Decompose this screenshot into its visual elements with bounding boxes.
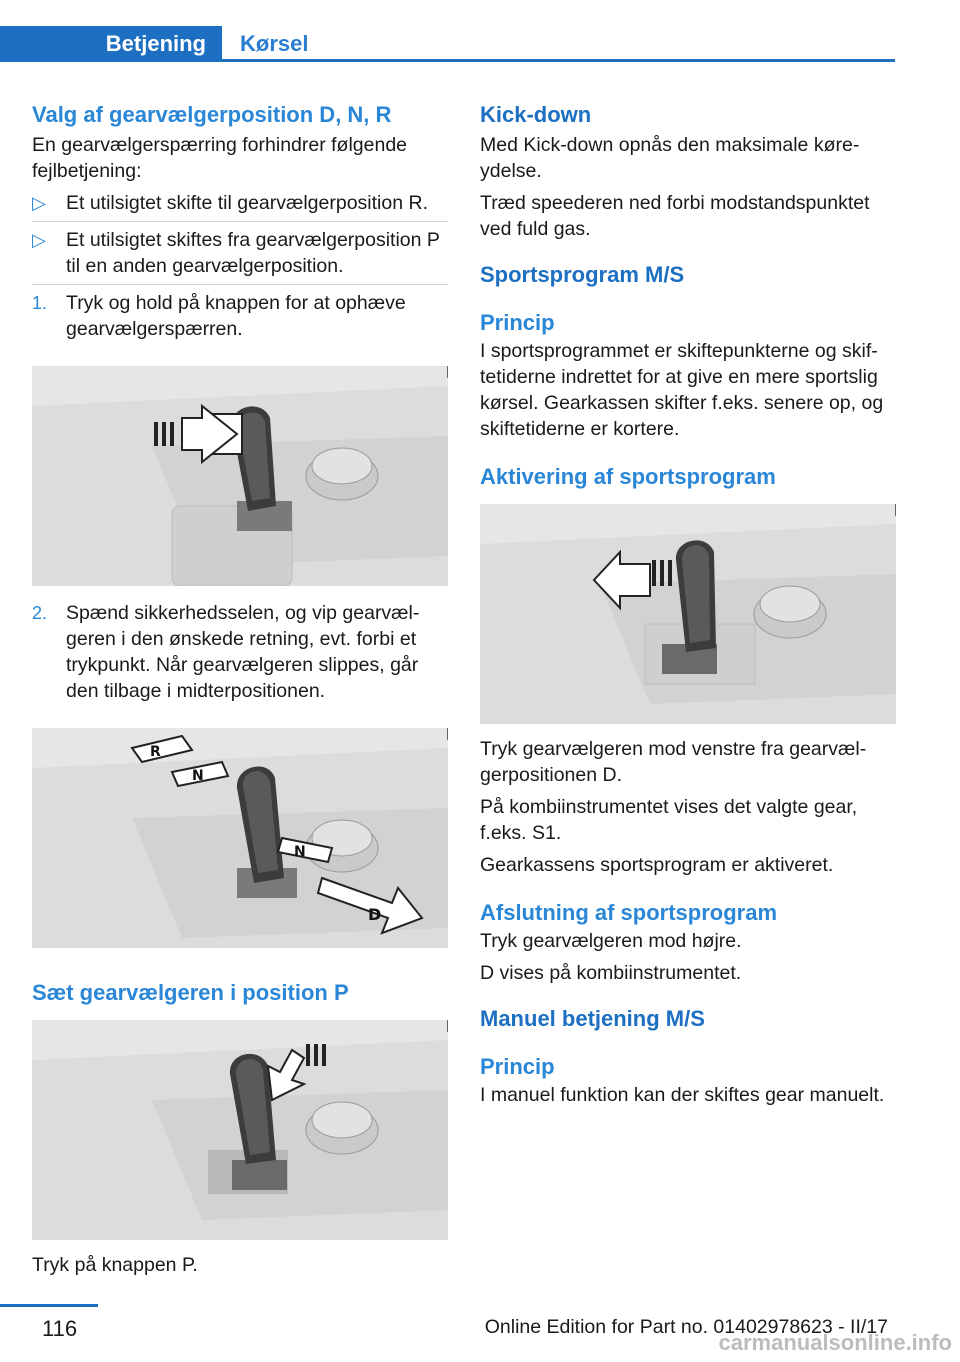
step-list-2: [32, 600, 448, 704]
triangle-right-icon: ▷: [32, 230, 46, 250]
bullet-list: [32, 190, 448, 342]
tab-underline: [222, 59, 895, 62]
end-text-1: Tryk gearvælgeren mod højre.: [480, 930, 742, 952]
label-r: R: [150, 744, 161, 760]
right-column: [480, 100, 896, 1108]
heading-dnr: Valg af gearvælgerposition D, N, R: [32, 102, 392, 127]
step-number: 2.: [32, 603, 48, 623]
button-p-illustration: [32, 1020, 448, 1240]
list-item: [32, 190, 448, 216]
end-text-2: D vises på kombiinstrumentet.: [480, 962, 742, 984]
kickdown-text-2: Træd speederen ned forbi modstandspunktet ved fuld gas.: [480, 192, 870, 240]
label-n-top: N: [192, 768, 204, 784]
tab-korsel[interactable]: Kørsel: [240, 31, 309, 56]
list-item: [32, 227, 448, 279]
press-p-text: Tryk på knappen P.: [32, 1254, 198, 1276]
step-text: Tryk og hold på knappen for at ophæve gearvælgerspærren.: [66, 292, 406, 340]
step-number: 1.: [32, 293, 48, 313]
gear-selector-illustration: [32, 366, 448, 586]
activate-text-3: Gearkassens sportsprogram er aktiveret.: [480, 854, 834, 876]
heading-kickdown: Kick-down: [480, 102, 592, 127]
heading-activation: Aktivering af sportsprogram: [480, 464, 776, 489]
step-1: [32, 290, 448, 342]
step-2: [32, 600, 448, 704]
step-text: Spænd sikkerhedsselen, og vip gearvælgeren i den ønskede retning, evt. forbi et trykpunkt. Når gearvælgeren slippes, går den tilbage i midterpositionen.: [66, 602, 420, 702]
heading-princip-1: Princip: [480, 310, 555, 335]
intro-text: En gearvælgerspærring forhindrer følgende fejlbetjening:: [32, 134, 408, 182]
figure-gear-directions: [32, 728, 448, 948]
sport-activate-illustration: [480, 504, 896, 724]
page-number: 116: [42, 1316, 78, 1341]
gear-directions-illustration: [32, 728, 448, 948]
activate-text-2: På kombiinstrumentet vises det valgte gear, f.eks. S1.: [480, 796, 858, 844]
label-n-bottom: N: [294, 844, 306, 860]
heading-manual: Manuel betjening M/S: [480, 1006, 705, 1031]
list-item-text: Et utilsigtet skiftes fra gearvælgerposition P til en anden gearvælgerposition.: [66, 229, 440, 277]
watermark: carmanualsonline.info: [718, 1330, 952, 1355]
heading-sportsprogram: Sportsprogram M/S: [480, 262, 685, 287]
activate-text-1: Tryk gearvælgeren mod venstre fra gearvælgerpositionen D.: [480, 738, 867, 786]
heading-end-sport: Afslutning af sportsprogram: [480, 900, 778, 925]
heading-princip-2: Princip: [480, 1054, 555, 1079]
footer-line: [0, 1304, 98, 1307]
triangle-right-icon: ▷: [32, 193, 46, 213]
figure-sport-activate: [480, 504, 896, 724]
label-d: D: [368, 905, 382, 924]
left-column: [32, 100, 448, 1278]
figure-gear-unlock: [32, 366, 448, 586]
edition-text: Online Edition for Part no. 01402978623 - II/17: [484, 1316, 888, 1338]
list-item-text: Et utilsigtet skifte til gearvælgerposition R.: [66, 192, 428, 214]
chapter-tabs: [0, 0, 895, 62]
sport-text: I sportsprogrammet er skiftepunkterne og skiftetiderne indrettet for at give en mere sportslig kørsel. Gearkassen skifter f.eks. senere op, og skiftetiderne er kortere.: [480, 340, 884, 440]
heading-position-p: Sæt gearvælgeren i position P: [32, 980, 349, 1005]
figure-button-p: [32, 1020, 448, 1240]
manual-text: I manuel funktion kan der skiftes gear manuelt.: [480, 1084, 885, 1106]
tab-betjening[interactable]: Betjening: [0, 26, 222, 62]
kickdown-text-1: Med Kick-down opnås den maksimale køreydelse.: [480, 134, 860, 182]
